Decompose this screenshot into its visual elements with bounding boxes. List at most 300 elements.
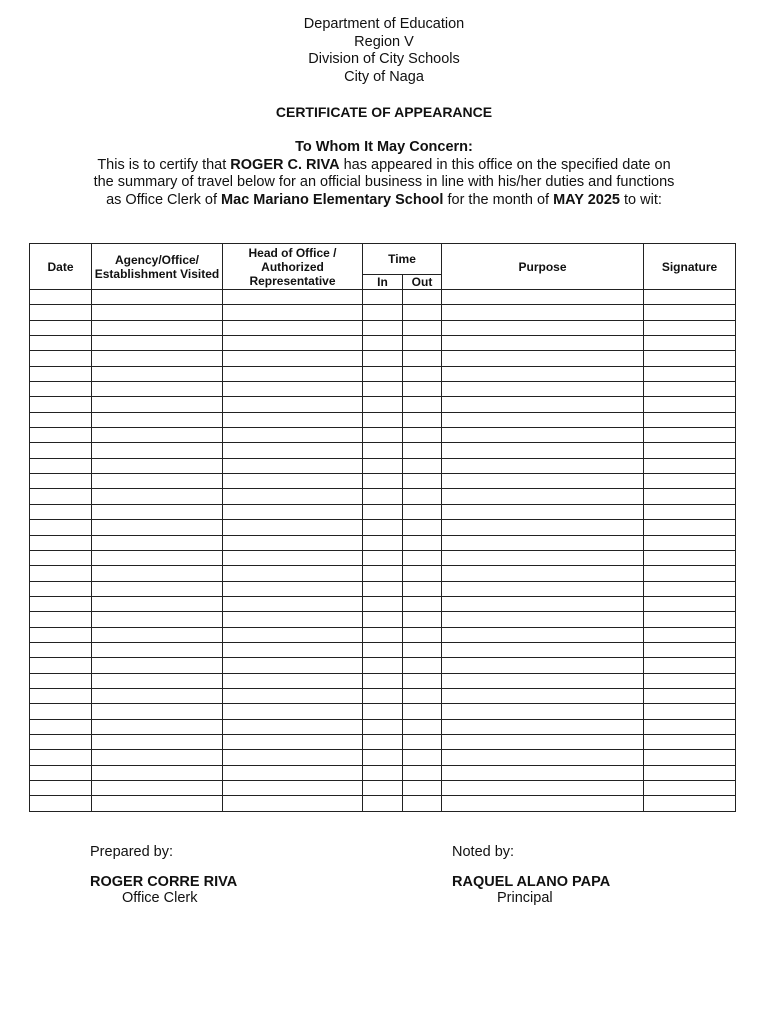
table-cell[interactable] xyxy=(403,443,442,458)
table-cell[interactable] xyxy=(403,336,442,351)
table-cell[interactable] xyxy=(92,750,223,765)
table-cell[interactable] xyxy=(92,397,223,412)
col-head-of-office: Head of Office / Authorized Representative xyxy=(223,244,363,290)
table-row xyxy=(30,734,736,749)
table-cell[interactable] xyxy=(403,290,442,305)
table-cell[interactable] xyxy=(403,581,442,596)
table-cell[interactable] xyxy=(442,412,644,427)
table-cell[interactable] xyxy=(30,550,92,565)
table-cell[interactable] xyxy=(644,382,736,397)
table-cell[interactable] xyxy=(92,627,223,642)
table-row xyxy=(30,412,736,427)
table-cell[interactable] xyxy=(30,290,92,305)
table-cell[interactable] xyxy=(403,320,442,335)
table-cell[interactable] xyxy=(92,550,223,565)
table-cell[interactable] xyxy=(223,458,363,473)
table-cell[interactable] xyxy=(363,305,403,320)
table-row xyxy=(30,351,736,366)
table-cell[interactable] xyxy=(403,612,442,627)
table-cell[interactable] xyxy=(223,290,363,305)
table-cell[interactable] xyxy=(644,474,736,489)
table-cell[interactable] xyxy=(30,612,92,627)
table-cell[interactable] xyxy=(223,612,363,627)
table-cell[interactable] xyxy=(403,305,442,320)
table-cell[interactable] xyxy=(403,458,442,473)
table-cell[interactable] xyxy=(644,504,736,519)
table-cell[interactable] xyxy=(223,443,363,458)
table-cell[interactable] xyxy=(442,520,644,535)
table-cell[interactable] xyxy=(363,412,403,427)
table-cell[interactable] xyxy=(30,351,92,366)
table-cell[interactable] xyxy=(223,796,363,811)
document-title: CERTIFICATE OF APPEARANCE xyxy=(275,104,493,120)
table-cell[interactable] xyxy=(644,520,736,535)
table-cell[interactable] xyxy=(92,704,223,719)
city-line: City of Naga xyxy=(344,68,424,85)
table-row xyxy=(30,336,736,351)
table-cell[interactable] xyxy=(223,412,363,427)
table-cell[interactable] xyxy=(363,336,403,351)
table-cell[interactable] xyxy=(644,596,736,611)
table-cell[interactable] xyxy=(30,305,92,320)
table-cell[interactable] xyxy=(30,504,92,519)
table-row xyxy=(30,627,736,642)
month-value: MAY 2025 xyxy=(553,191,620,208)
table-cell[interactable] xyxy=(30,642,92,657)
table-cell[interactable] xyxy=(403,673,442,688)
table-cell[interactable] xyxy=(92,305,223,320)
table-cell[interactable] xyxy=(92,596,223,611)
table-cell[interactable] xyxy=(644,351,736,366)
table-cell[interactable] xyxy=(442,351,644,366)
table-cell[interactable] xyxy=(30,596,92,611)
table-cell[interactable] xyxy=(30,704,92,719)
table-cell[interactable] xyxy=(30,796,92,811)
table-cell[interactable] xyxy=(442,366,644,381)
table-cell[interactable] xyxy=(92,642,223,657)
table-cell[interactable] xyxy=(403,428,442,443)
table-cell[interactable] xyxy=(442,704,644,719)
table-row xyxy=(30,443,736,458)
prepared-by-label: Prepared by: xyxy=(90,844,174,860)
table-row xyxy=(30,566,736,581)
table-cell[interactable] xyxy=(92,474,223,489)
table-cell[interactable] xyxy=(92,504,223,519)
table-row xyxy=(30,642,736,657)
table-cell[interactable] xyxy=(30,397,92,412)
table-cell[interactable] xyxy=(363,658,403,673)
noted-by-label: Noted by: xyxy=(452,844,515,860)
table-cell[interactable] xyxy=(644,458,736,473)
table-cell[interactable] xyxy=(403,489,442,504)
table-cell[interactable] xyxy=(644,688,736,703)
table-cell[interactable] xyxy=(442,290,644,305)
table-cell[interactable] xyxy=(363,596,403,611)
table-cell[interactable] xyxy=(644,612,736,627)
table-cell[interactable] xyxy=(442,428,644,443)
table-cell[interactable] xyxy=(223,520,363,535)
table-cell[interactable] xyxy=(223,366,363,381)
table-cell[interactable] xyxy=(92,290,223,305)
table-cell[interactable] xyxy=(644,581,736,596)
table-row xyxy=(30,458,736,473)
table-cell[interactable] xyxy=(223,581,363,596)
col-agency: Agency/Office/ Establishment Visited xyxy=(92,244,223,290)
table-cell[interactable] xyxy=(644,489,736,504)
col-time-in: In xyxy=(363,275,403,290)
table-cell[interactable] xyxy=(363,290,403,305)
table-cell[interactable] xyxy=(442,397,644,412)
table-cell[interactable] xyxy=(363,474,403,489)
table-cell[interactable] xyxy=(403,566,442,581)
table-cell[interactable] xyxy=(223,566,363,581)
table-cell[interactable] xyxy=(223,336,363,351)
table-row xyxy=(30,658,736,673)
table-cell[interactable] xyxy=(403,520,442,535)
table-cell[interactable] xyxy=(30,474,92,489)
table-cell[interactable] xyxy=(442,612,644,627)
table-row xyxy=(30,290,736,305)
table-cell[interactable] xyxy=(644,535,736,550)
table-cell[interactable] xyxy=(363,781,403,796)
table-cell[interactable] xyxy=(403,550,442,565)
table-row xyxy=(30,535,736,550)
table-cell[interactable] xyxy=(403,474,442,489)
table-cell[interactable] xyxy=(223,474,363,489)
table-cell[interactable] xyxy=(442,796,644,811)
division-line: Division of City Schools xyxy=(308,51,460,67)
table-cell[interactable] xyxy=(403,734,442,749)
table-cell[interactable] xyxy=(442,673,644,688)
table-cell[interactable] xyxy=(30,520,92,535)
table-cell[interactable] xyxy=(442,305,644,320)
table-cell[interactable] xyxy=(442,566,644,581)
table-cell[interactable] xyxy=(92,443,223,458)
table-cell[interactable] xyxy=(363,627,403,642)
table-cell[interactable] xyxy=(223,489,363,504)
table-cell[interactable] xyxy=(363,382,403,397)
table-cell[interactable] xyxy=(442,719,644,734)
table-cell[interactable] xyxy=(442,765,644,780)
table-row xyxy=(30,474,736,489)
table-cell[interactable] xyxy=(92,581,223,596)
table-cell[interactable] xyxy=(223,734,363,749)
table-cell[interactable] xyxy=(92,489,223,504)
table-row xyxy=(30,397,736,412)
table-cell[interactable] xyxy=(223,535,363,550)
table-cell[interactable] xyxy=(30,781,92,796)
table-cell[interactable] xyxy=(92,351,223,366)
table-cell[interactable] xyxy=(30,734,92,749)
table-cell[interactable] xyxy=(403,658,442,673)
table-cell[interactable] xyxy=(644,734,736,749)
log-body xyxy=(30,290,736,812)
table-row xyxy=(30,550,736,565)
table-cell[interactable] xyxy=(223,673,363,688)
table-cell[interactable] xyxy=(223,382,363,397)
table-cell[interactable] xyxy=(223,642,363,657)
table-cell[interactable] xyxy=(30,336,92,351)
table-cell[interactable] xyxy=(403,688,442,703)
table-cell[interactable] xyxy=(644,781,736,796)
department-line: Department of Education xyxy=(303,16,465,32)
table-cell[interactable] xyxy=(363,750,403,765)
table-cell[interactable] xyxy=(442,382,644,397)
table-cell[interactable] xyxy=(30,489,92,504)
table-cell[interactable] xyxy=(223,550,363,565)
table-row xyxy=(30,612,736,627)
table-cell[interactable] xyxy=(644,290,736,305)
table-cell[interactable] xyxy=(92,428,223,443)
table-cell[interactable] xyxy=(442,336,644,351)
table-cell[interactable] xyxy=(30,765,92,780)
table-row xyxy=(30,320,736,335)
body-part-1: This is to certify that xyxy=(97,156,231,173)
table-cell[interactable] xyxy=(223,627,363,642)
table-cell[interactable] xyxy=(30,366,92,381)
prepared-by-position: Office Clerk xyxy=(122,890,198,906)
table-cell[interactable] xyxy=(30,458,92,473)
table-row xyxy=(30,688,736,703)
table-cell[interactable] xyxy=(30,719,92,734)
table-cell[interactable] xyxy=(363,366,403,381)
table-cell[interactable] xyxy=(363,428,403,443)
table-cell[interactable] xyxy=(363,688,403,703)
table-cell[interactable] xyxy=(363,719,403,734)
table-row xyxy=(30,581,736,596)
table-row xyxy=(30,750,736,765)
prepared-by-name: ROGER CORRE RIVA xyxy=(90,874,238,890)
table-cell[interactable] xyxy=(30,566,92,581)
table-cell[interactable] xyxy=(403,397,442,412)
table-cell[interactable] xyxy=(363,566,403,581)
table-cell[interactable] xyxy=(442,443,644,458)
table-row xyxy=(30,305,736,320)
table-cell[interactable] xyxy=(644,566,736,581)
table-cell[interactable] xyxy=(92,535,223,550)
table-cell[interactable] xyxy=(30,581,92,596)
table-cell[interactable] xyxy=(442,458,644,473)
table-cell[interactable] xyxy=(403,412,442,427)
body-part-4: to wit: xyxy=(620,191,662,208)
table-cell[interactable] xyxy=(363,504,403,519)
table-cell[interactable] xyxy=(92,796,223,811)
table-cell[interactable] xyxy=(644,642,736,657)
certification-paragraph xyxy=(90,139,678,209)
table-row xyxy=(30,366,736,381)
table-cell[interactable] xyxy=(92,612,223,627)
col-signature: Signature xyxy=(644,244,736,290)
table-cell[interactable] xyxy=(30,320,92,335)
table-cell[interactable] xyxy=(644,320,736,335)
table-cell[interactable] xyxy=(363,550,403,565)
table-cell[interactable] xyxy=(363,765,403,780)
table-cell[interactable] xyxy=(644,305,736,320)
table-cell[interactable] xyxy=(223,781,363,796)
table-cell[interactable] xyxy=(442,320,644,335)
table-cell[interactable] xyxy=(644,336,736,351)
table-cell[interactable] xyxy=(223,688,363,703)
table-cell[interactable] xyxy=(92,412,223,427)
table-cell[interactable] xyxy=(30,688,92,703)
table-cell[interactable] xyxy=(363,734,403,749)
table-row xyxy=(30,796,736,811)
table-cell[interactable] xyxy=(403,781,442,796)
table-cell[interactable] xyxy=(442,504,644,519)
table-cell[interactable] xyxy=(92,719,223,734)
table-cell[interactable] xyxy=(363,443,403,458)
table-cell[interactable] xyxy=(363,320,403,335)
table-cell[interactable] xyxy=(92,781,223,796)
table-cell[interactable] xyxy=(442,642,644,657)
letterhead xyxy=(0,16,768,86)
table-cell[interactable] xyxy=(363,520,403,535)
table-row xyxy=(30,596,736,611)
table-row xyxy=(30,781,736,796)
table-cell[interactable] xyxy=(30,627,92,642)
noted-by-block xyxy=(452,844,610,906)
table-cell[interactable] xyxy=(92,566,223,581)
table-cell[interactable] xyxy=(30,428,92,443)
table-cell[interactable] xyxy=(363,673,403,688)
table-cell[interactable] xyxy=(363,458,403,473)
table-cell[interactable] xyxy=(363,642,403,657)
table-cell[interactable] xyxy=(403,596,442,611)
table-cell[interactable] xyxy=(644,750,736,765)
table-cell[interactable] xyxy=(363,612,403,627)
appearance-log-table xyxy=(29,243,736,812)
table-cell[interactable] xyxy=(403,504,442,519)
table-cell[interactable] xyxy=(223,397,363,412)
table-cell[interactable] xyxy=(442,658,644,673)
table-cell[interactable] xyxy=(223,320,363,335)
table-cell[interactable] xyxy=(363,796,403,811)
table-cell[interactable] xyxy=(442,627,644,642)
table-cell[interactable] xyxy=(92,520,223,535)
body-part-2: has appeared in this office on the specified date on the summary of travel below for an official business in line with his/her duties and functions as Office Clerk of xyxy=(93,156,675,208)
table-cell[interactable] xyxy=(223,596,363,611)
col-time: Time xyxy=(363,244,442,275)
table-cell[interactable] xyxy=(363,489,403,504)
table-cell[interactable] xyxy=(442,489,644,504)
table-row xyxy=(30,428,736,443)
table-cell[interactable] xyxy=(92,382,223,397)
table-cell[interactable] xyxy=(223,719,363,734)
table-cell[interactable] xyxy=(92,673,223,688)
table-cell[interactable] xyxy=(223,704,363,719)
table-row xyxy=(30,382,736,397)
table-cell[interactable] xyxy=(644,366,736,381)
col-time-out: Out xyxy=(403,275,442,290)
table-cell[interactable] xyxy=(223,504,363,519)
table-cell[interactable] xyxy=(92,336,223,351)
table-cell[interactable] xyxy=(403,765,442,780)
table-cell[interactable] xyxy=(403,642,442,657)
prepared-by-block xyxy=(90,844,237,906)
table-cell[interactable] xyxy=(363,581,403,596)
table-cell[interactable] xyxy=(92,320,223,335)
table-cell[interactable] xyxy=(442,750,644,765)
col-date: Date xyxy=(30,244,92,290)
table-cell[interactable] xyxy=(403,382,442,397)
table-row xyxy=(30,704,736,719)
table-cell[interactable] xyxy=(442,781,644,796)
table-cell[interactable] xyxy=(30,750,92,765)
table-cell[interactable] xyxy=(403,750,442,765)
table-cell[interactable] xyxy=(223,765,363,780)
noted-by-position: Principal xyxy=(497,890,553,906)
table-cell[interactable] xyxy=(223,351,363,366)
employee-name: ROGER C. RIVA xyxy=(230,156,340,173)
region-line: Region V xyxy=(354,33,414,50)
table-cell[interactable] xyxy=(363,704,403,719)
noted-by-name: RAQUEL ALANO PAPA xyxy=(452,874,611,890)
table-cell[interactable] xyxy=(442,474,644,489)
table-cell[interactable] xyxy=(363,397,403,412)
table-cell[interactable] xyxy=(644,765,736,780)
table-cell[interactable] xyxy=(92,765,223,780)
table-cell[interactable] xyxy=(442,596,644,611)
table-cell[interactable] xyxy=(644,719,736,734)
body-part-3: for the month of xyxy=(443,191,554,208)
table-row xyxy=(30,504,736,519)
table-cell[interactable] xyxy=(223,428,363,443)
school-name: Mac Mariano Elementary School xyxy=(221,191,444,208)
table-cell[interactable] xyxy=(403,627,442,642)
table-cell[interactable] xyxy=(442,535,644,550)
table-cell[interactable] xyxy=(223,305,363,320)
table-cell[interactable] xyxy=(644,673,736,688)
table-cell[interactable] xyxy=(403,719,442,734)
table-cell[interactable] xyxy=(442,688,644,703)
table-cell[interactable] xyxy=(644,412,736,427)
table-cell[interactable] xyxy=(442,734,644,749)
table-cell[interactable] xyxy=(644,443,736,458)
table-cell[interactable] xyxy=(30,658,92,673)
table-cell[interactable] xyxy=(92,688,223,703)
table-cell[interactable] xyxy=(644,658,736,673)
table-cell[interactable] xyxy=(644,397,736,412)
table-cell[interactable] xyxy=(442,581,644,596)
table-cell[interactable] xyxy=(644,704,736,719)
table-cell[interactable] xyxy=(644,796,736,811)
table-cell[interactable] xyxy=(363,535,403,550)
table-cell[interactable] xyxy=(92,658,223,673)
table-cell[interactable] xyxy=(30,412,92,427)
table-cell[interactable] xyxy=(442,550,644,565)
table-cell[interactable] xyxy=(403,535,442,550)
table-cell[interactable] xyxy=(403,704,442,719)
table-cell[interactable] xyxy=(30,673,92,688)
table-cell[interactable] xyxy=(223,658,363,673)
table-row xyxy=(30,765,736,780)
table-cell[interactable] xyxy=(223,750,363,765)
table-cell[interactable] xyxy=(92,458,223,473)
table-cell[interactable] xyxy=(30,535,92,550)
table-row xyxy=(30,520,736,535)
table-cell[interactable] xyxy=(92,366,223,381)
table-cell[interactable] xyxy=(92,734,223,749)
table-cell[interactable] xyxy=(644,627,736,642)
table-cell[interactable] xyxy=(644,550,736,565)
table-cell[interactable] xyxy=(30,382,92,397)
table-cell[interactable] xyxy=(403,366,442,381)
table-cell[interactable] xyxy=(363,351,403,366)
table-cell[interactable] xyxy=(644,428,736,443)
table-cell[interactable] xyxy=(403,351,442,366)
table-cell[interactable] xyxy=(403,796,442,811)
table-cell[interactable] xyxy=(30,443,92,458)
